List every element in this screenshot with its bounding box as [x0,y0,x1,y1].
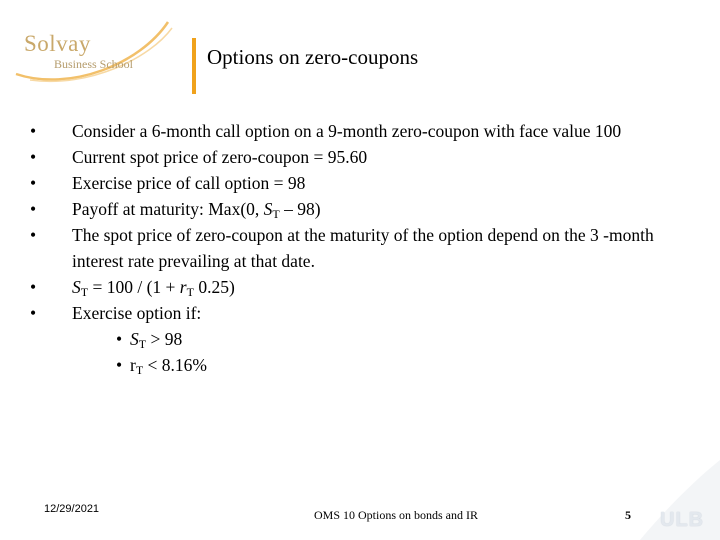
bullet-item [30,222,700,274]
bullet-icon: • [30,121,37,141]
bullet-icon: • [30,225,37,245]
slide-title: Options on zero-coupons [207,45,419,69]
logo-subtitle: Business School [54,57,134,71]
bullet-text: Consider a 6-month call option on a 9-month zero-coupon with face value 100 [72,121,622,141]
bullet-text: Current spot price of zero-coupon = 95.60 [72,147,368,167]
title-accent-bar [192,38,196,94]
footer-date: 12/29/2021 [44,503,100,515]
bullet-icon: • [116,355,123,375]
sub-bullet-item [30,326,700,352]
page-number: 5 [625,508,631,522]
bullet-icon: • [30,277,37,297]
bullet-item [30,170,700,196]
bullet-text: $r_T < 8.16\%$ [130,355,207,377]
bullet-item [30,196,700,222]
bullet-text: Exercise price of call option = 98 [72,173,306,193]
solvay-logo [10,14,175,86]
bullet-text: Payoff at maturity: Max(0, $S_T - 98$) [72,199,321,221]
bullet-icon: • [30,173,37,193]
bullet-item [30,118,700,144]
bullet-item [30,144,700,170]
bullet-text: The spot price of zero-coupon at the maturity of the option depend on the 3 -month interest rate prevailing at that date. [72,225,654,271]
ulb-logo: ULB [660,509,705,531]
bullet-icon: • [30,199,37,219]
bullet-text: Exercise option if: [72,303,202,323]
bullet-list [30,118,700,378]
bullet-item [30,274,700,300]
sub-bullet-item [30,352,700,378]
footer-course: OMS 10 Options on bonds and IR [314,508,479,522]
bullet-text: $S_T = 100 / (1 + r_T$ 0.25) [72,277,235,299]
bullet-icon: • [30,147,37,167]
bullet-icon: • [116,329,123,349]
bullet-text: $S_T > 98$ [130,329,183,351]
logo-wordmark: Solvay [24,31,91,56]
bullet-icon: • [30,303,37,323]
bullet-item [30,300,700,326]
